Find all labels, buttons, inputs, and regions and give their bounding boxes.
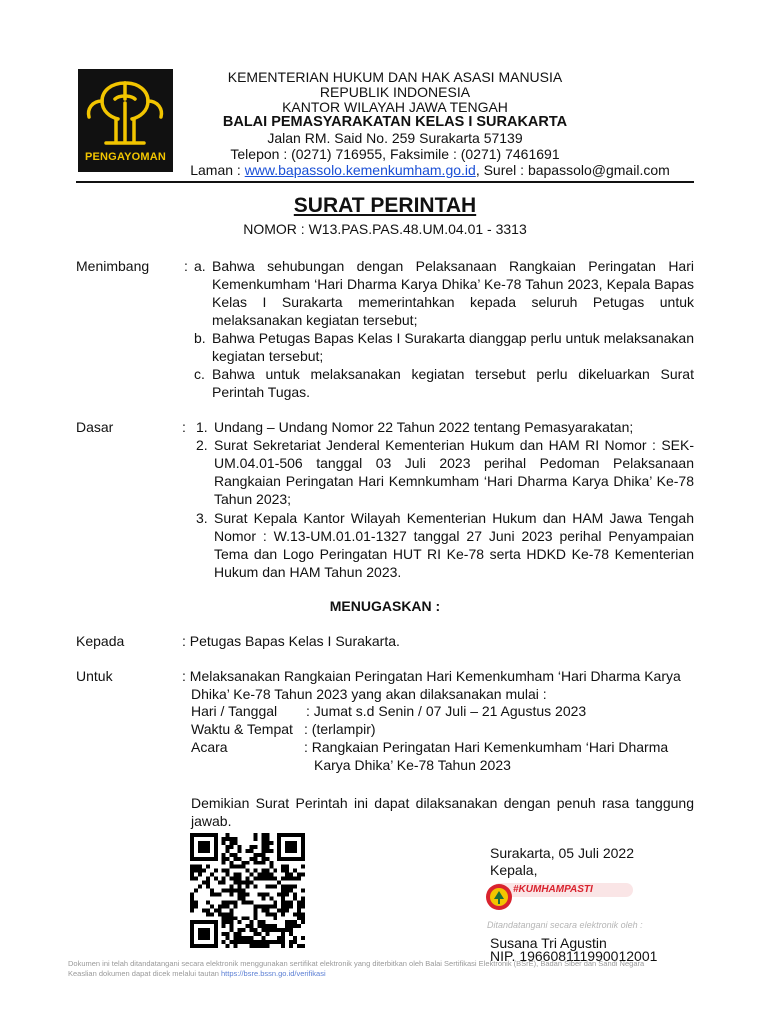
signer-name: Susana Tri Agustin: [490, 935, 607, 951]
letterhead-divider: [76, 181, 694, 183]
country-name: REPUBLIK INDONESIA: [319, 84, 471, 100]
qr-code: [190, 833, 305, 948]
signature-place-date: Surakarta, 05 Juli 2022: [490, 845, 634, 861]
dasar-colon: :: [182, 419, 186, 435]
menugaskan-heading: MENUGASKAN :: [329, 598, 441, 614]
dasar-item-3: Surat Kepala Kantor Wilayah Kementerian Hukum dan HAM Jawa Tengah Nomor : W.13-UM.01.01-1327 tanggal 27 Juni 2023 perihal Penyampaian Tema dan Logo Peringatan HUT RI Ke-78 serta HDKD Ke-78 Kementerian Hukum dan HAM Tahun 2023.: [214, 510, 694, 580]
menimbang-marker-a: a.: [194, 258, 206, 274]
menimbang-marker-b: b.: [194, 330, 206, 346]
acara-label: Acara: [191, 739, 228, 755]
menimbang-colon: :: [184, 258, 188, 274]
dasar-label: Dasar: [76, 419, 114, 435]
pengayoman-logo: [78, 69, 173, 172]
stamp-text: #KUMHAMPASTI: [513, 884, 593, 895]
untuk-line-2: Dhika’ Ke-78 Tahun 2023 yang akan dilaksanakan mulai :: [191, 686, 547, 702]
kumham-pasti-stamp: [485, 877, 645, 917]
hari-tanggal-label: Hari / Tanggal: [191, 703, 278, 719]
menimbang-label: Menimbang: [76, 258, 150, 274]
website-link[interactable]: www.bapassolo.kemenkumham.go.id: [244, 162, 476, 178]
ministry-name: KEMENTERIAN HUKUM DAN HAK ASASI MANUSIA: [227, 69, 563, 85]
dasar-marker-2: 2.: [196, 437, 208, 453]
document-number: NOMOR : W13.PAS.PAS.48.UM.04.01 - 3313: [243, 221, 527, 237]
footer-line-2-prefix: Keaslian dokumen dapat dicek melalui tautan: [68, 969, 222, 978]
dasar-item-2: Surat Sekretariat Jenderal Kementerian Hukum dan HAM RI Nomor : SEK-UM.04.01-506 tanggal 03 Juli 2023 perihal Pedoman Pelaksanaan Rangkaian Peringatan Hari Kemnkumham ‘Hari Dharma Karya Dhika’ Ke-78 Tahun 2023;: [214, 437, 694, 507]
signature-position: Kepala,: [490, 862, 538, 878]
document-title: SURAT PERINTAH: [293, 194, 477, 217]
kepada-label: Kepada: [76, 633, 125, 649]
acara-value: : Rangkaian Peringatan Hari Kemenkumham ‘Hari Dharma: [304, 739, 669, 755]
office-name: BALAI PEMASYARAKATAN KELAS I SURAKARTA: [222, 114, 568, 130]
menimbang-marker-c: c.: [194, 366, 205, 382]
office-address: Jalan RM. Said No. 259 Surakarta 57139: [267, 130, 523, 146]
verification-link[interactable]: https://bsre.bssn.go.id/verifikasi: [221, 969, 326, 978]
footer-disclaimer-line-2: [68, 969, 326, 979]
kepada-value: : Petugas Bapas Kelas I Surakarta.: [182, 633, 400, 649]
region-name: KANTOR WILAYAH JAWA TENGAH: [282, 99, 508, 115]
signer-nip: NIP. 196608111990012001: [490, 948, 658, 964]
qr-code-icon: [190, 833, 305, 948]
menimbang-item-a: Bahwa sehubungan dengan Pelaksanaan Rangkaian Peringatan Hari Kemenkumham ‘Hari Dharma Karya Dhika’ Ke-78 Tahun 2023, Kepala Bapas Kelas I Surakarta memerintahkan kepada seluruh Petugas untuk melaksanakan kegiatan tersebut;: [212, 258, 694, 328]
office-web: [150, 161, 710, 179]
office-phone: Telepon : (0271) 716955, Faksimile : (0271) 7461691: [230, 146, 560, 162]
acara-value-line-2: Karya Dhika’ Ke-78 Tahun 2023: [314, 757, 511, 773]
waktu-tempat-label: Waktu & Tempat: [191, 721, 293, 737]
dasar-marker-3: 3.: [196, 510, 208, 526]
closing-statement: Demikian Surat Perintah ini dapat dilaksanakan dengan penuh rasa tanggung jawab.: [191, 795, 694, 829]
untuk-label: Untuk: [76, 668, 113, 684]
web-prefix: Laman :: [190, 162, 245, 178]
dasar-item-1: Undang – Undang Nomor 22 Tahun 2022 tentang Pemasyarakatan;: [214, 419, 634, 435]
waktu-tempat-value: : (terlampir): [304, 721, 376, 737]
web-suffix: , Surel : bapassolo@gmail.com: [475, 162, 670, 178]
dasar-marker-1: 1.: [196, 419, 208, 435]
footer-disclaimer-line-1: Dokumen ini telah ditandatangani secara elektronik menggunakan sertifikat elektronik yang diterbitkan oleh Balai Sertifikasi Elektronik (BSrE), Badan Siber dan Sandi Negara: [68, 959, 645, 968]
hari-tanggal-value: : Jumat s.d Senin / 07 Juli – 21 Agustus 2023: [306, 703, 587, 719]
untuk-line-1: : Melaksanakan Rangkaian Peringatan Hari Kemenkumham ‘Hari Dharma Karya: [182, 668, 681, 684]
menimbang-item-c: Bahwa untuk melaksanakan kegiatan tersebut perlu dikeluarkan Surat Perintah Tugas.: [212, 366, 694, 400]
electronic-signature-note: Ditandatangani secara elektronik oleh :: [487, 920, 643, 930]
menimbang-item-b: Bahwa Petugas Bapas Kelas I Surakarta dianggap perlu untuk melaksanakan kegiatan tersebut;: [212, 330, 694, 364]
logo-text: PENGAYOMAN: [84, 151, 167, 163]
